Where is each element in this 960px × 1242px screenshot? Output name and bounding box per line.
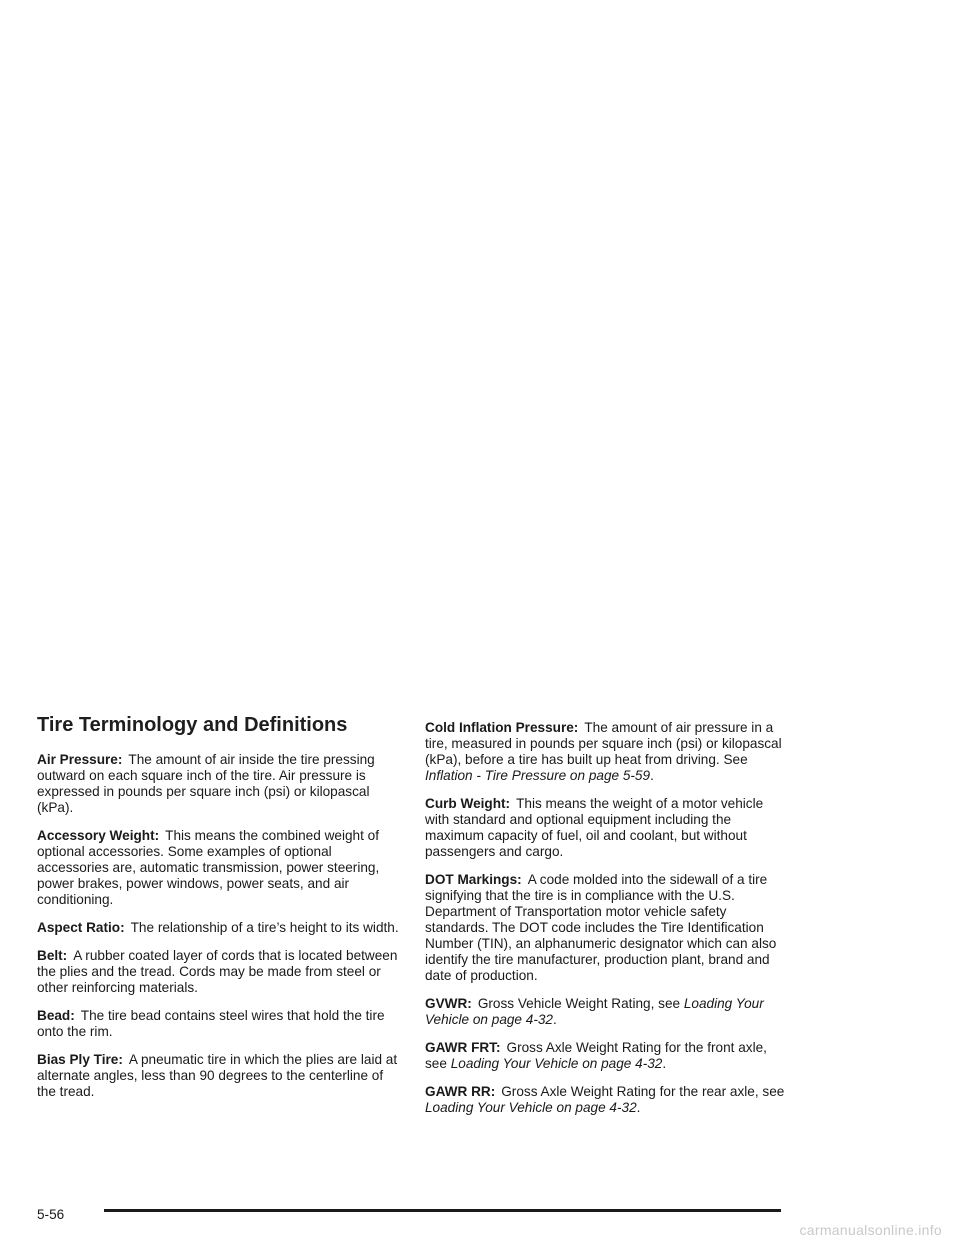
definition-term: Air Pressure: <box>37 752 123 767</box>
page-title: Tire Terminology and Definitions <box>37 714 348 736</box>
definition-entry <box>425 872 787 984</box>
definition-term: GAWR RR: <box>425 1084 496 1099</box>
definition-text: The tire bead contains steel wires that hold the tire onto the rim. <box>37 1008 385 1039</box>
definition-term: GVWR: <box>425 996 472 1011</box>
watermark-text: carmanualsonline.info <box>799 1222 942 1238</box>
definition-text: The amount of air pressure in a tire, measured in pounds per square inch (psi) or kilopascal (kPa), before a tire has built up heat from driving. See <box>425 720 782 767</box>
page-reference-link[interactable]: Loading Your Vehicle on page 4-32 <box>425 996 764 1027</box>
definition-entry <box>37 752 399 816</box>
definition-text: A pneumatic tire in which the plies are laid at alternate angles, less than 90 degrees to the centerline of the tread. <box>37 1052 398 1099</box>
definition-term: Bias Ply Tire: <box>37 1052 123 1067</box>
definition-text: A code molded into the sidewall of a tire signifying that the tire is in compliance with the U.S. Department of Transportation motor vehicle safety standards. The DOT code includes the Tire Identification Number (TIN), an alphanumeric designator which can also identify the tire manufacturer, production plant, brand and date of production. <box>425 872 777 983</box>
definition-end: . <box>662 1056 667 1071</box>
definition-term: Belt: <box>37 948 68 963</box>
definition-term: GAWR FRT: <box>425 1040 501 1055</box>
footer-rule <box>104 1209 781 1212</box>
page-reference-link[interactable]: Loading Your Vehicle on page 4-32 <box>425 1100 637 1115</box>
definition-text: The relationship of a tire’s height to its width. <box>130 920 399 935</box>
definition-term: Bead: <box>37 1008 75 1023</box>
definition-entry <box>425 796 787 860</box>
definition-text: Gross Axle Weight Rating for the rear axle, see <box>501 1084 785 1099</box>
definition-term: Aspect Ratio: <box>37 920 125 935</box>
right-column <box>425 720 787 1128</box>
definition-term: DOT Markings: <box>425 872 522 887</box>
definition-end: . <box>636 1100 641 1115</box>
definition-entry <box>37 948 399 996</box>
definition-entry <box>425 720 787 784</box>
definition-text: The amount of air inside the tire pressing outward on each square inch of the tire. Air pressure is expressed in pounds per square inch (psi) or kilopascal (kPa). <box>37 752 375 815</box>
definition-text: This means the weight of a motor vehicle with standard and optional equipment including the maximum capacity of fuel, oil and coolant, but without passengers and cargo. <box>425 796 764 859</box>
definition-term: Accessory Weight: <box>37 828 160 843</box>
definition-entry <box>37 920 399 936</box>
definition-text: Gross Vehicle Weight Rating, see <box>477 996 681 1011</box>
definition-text: Gross Axle Weight Rating for the front axle, see <box>425 1040 767 1071</box>
definition-text: A rubber coated layer of cords that is located between the plies and the tread. Cords may be made from steel or other reinforcing materials. <box>37 948 398 995</box>
definition-end: . <box>552 1012 557 1027</box>
definition-end: . <box>650 768 654 783</box>
page-reference-link[interactable]: Loading Your Vehicle on page 4-32 <box>450 1056 663 1071</box>
definition-term: Cold Inflation Pressure: <box>425 720 579 735</box>
definition-entry <box>425 996 787 1028</box>
definition-term: Curb Weight: <box>425 796 511 811</box>
definition-entry <box>425 1040 787 1072</box>
definition-entry <box>37 828 399 908</box>
definition-entry <box>37 1008 399 1040</box>
definition-entry <box>37 1052 399 1100</box>
page-number: 5-56 <box>37 1207 65 1222</box>
left-column <box>37 752 399 1112</box>
page-reference-link[interactable]: Inflation - Tire Pressure on page 5-59 <box>425 768 651 783</box>
definition-text: This means the combined weight of optional accessories. Some examples of optional accessories are, automatic transmission, power steering, power brakes, power windows, power seats, and air conditioning. <box>37 828 380 907</box>
definition-entry <box>425 1084 787 1116</box>
